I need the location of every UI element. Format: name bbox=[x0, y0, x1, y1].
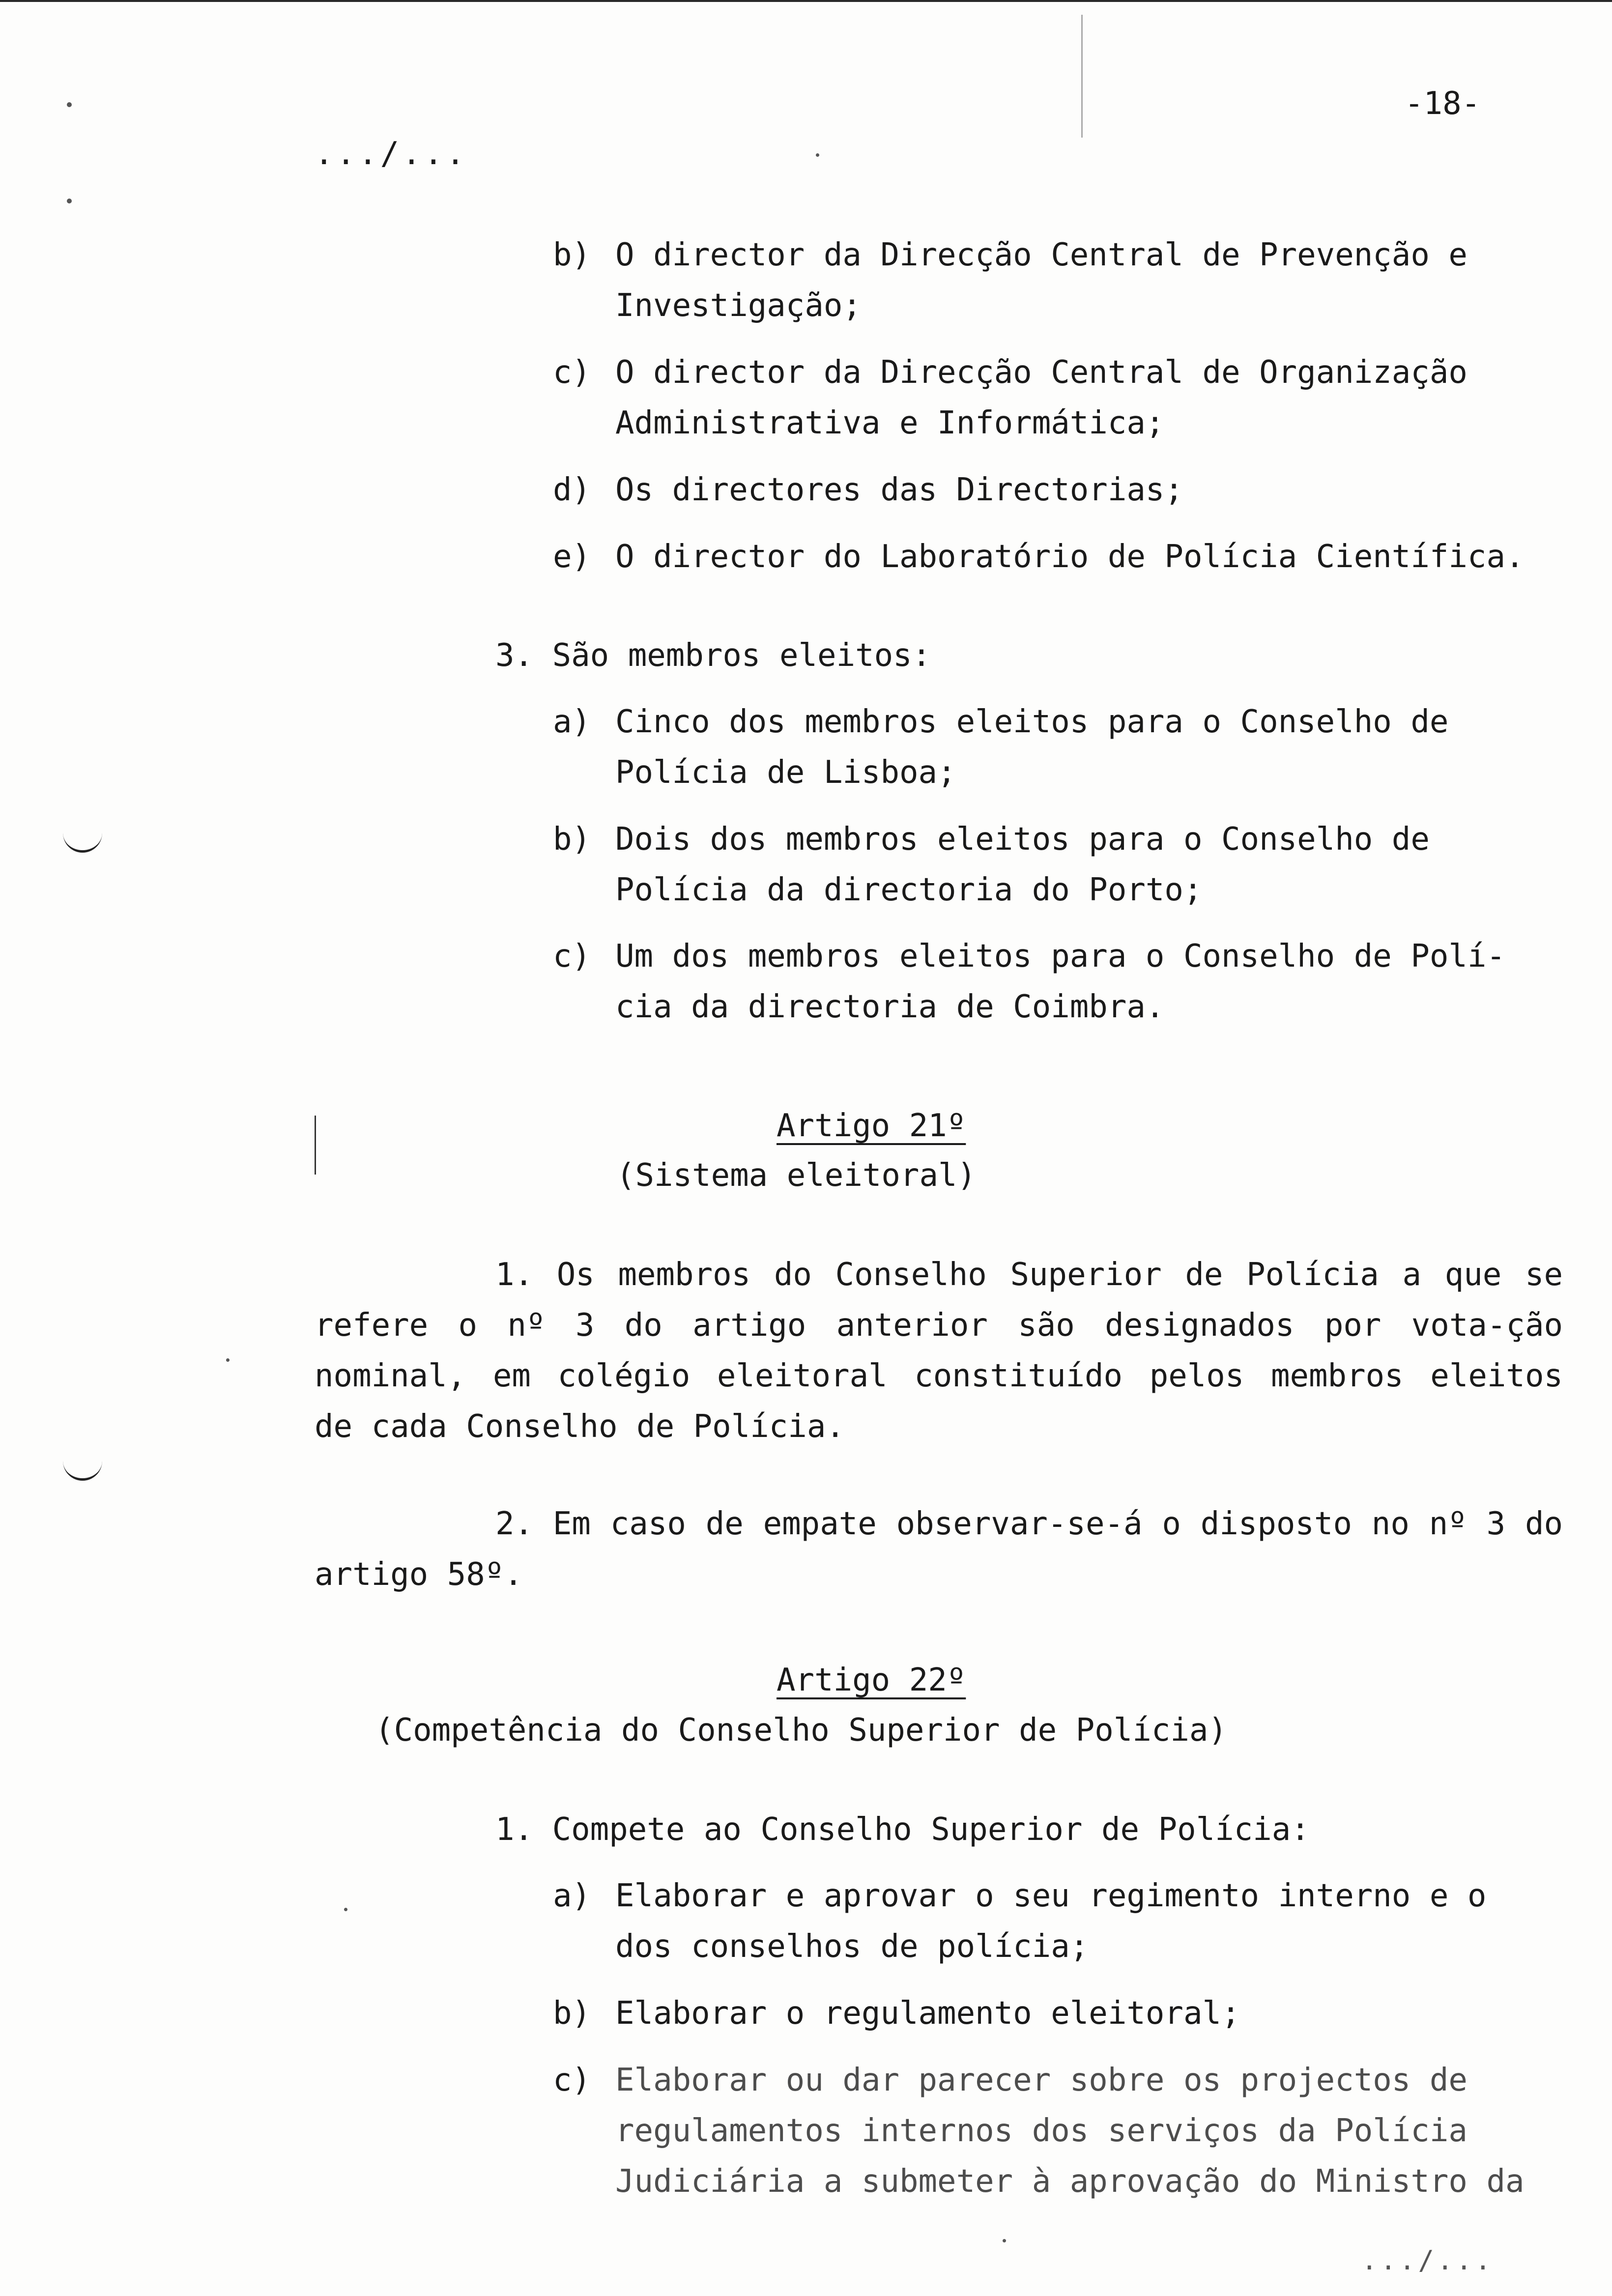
item-text: Elaborar e aprovar o seu regimento interno e o dos conselhos de polícia; bbox=[615, 1878, 1487, 1965]
page-number: -18- bbox=[1405, 86, 1481, 122]
item-letter: d) bbox=[553, 472, 591, 508]
item-letter: a) bbox=[553, 704, 591, 740]
speck bbox=[1003, 2239, 1006, 2242]
item-text: O director da Direcção Central de Organização Administrativa e Informática; bbox=[615, 354, 1468, 441]
speck bbox=[226, 1358, 230, 1362]
item-letter: b) bbox=[553, 821, 591, 858]
item-letter: c) bbox=[553, 2062, 591, 2098]
item-letter: c) bbox=[553, 354, 591, 391]
item-text: Dois dos membros eleitos para o Conselho de Polícia da directoria do Porto; bbox=[615, 821, 1430, 908]
item-text: Cinco dos membros eleitos para o Conselho de Polícia de Lisboa; bbox=[615, 704, 1449, 791]
item-letter: b) bbox=[553, 237, 591, 273]
body-paragraph bbox=[315, 1250, 1563, 1452]
item-text: Elaborar o regulamento eleitoral; bbox=[615, 1995, 1240, 2032]
paragraph-heading: 1. Compete ao Conselho Superior de Polícia: bbox=[495, 1811, 1310, 1848]
item-text: Elaborar ou dar parecer sobre os projectos de regulamentos internos dos serviços da Polícia Judiciária a submeter à aprovação do Ministro da bbox=[615, 2062, 1525, 2200]
speck bbox=[816, 153, 819, 157]
item-letter: a) bbox=[553, 1878, 591, 1914]
paragraph-text: 2. Em caso de empate observar-se-á o disposto no nº 3 do artigo 58º. bbox=[315, 1506, 1563, 1593]
speck bbox=[67, 102, 72, 107]
item-text: Um dos membros eleitos para o Conselho de Polí- cia da directoria de Coimbra. bbox=[615, 938, 1505, 1025]
continuation-mark-bottom: .../... bbox=[1361, 2245, 1494, 2276]
margin-line bbox=[1081, 15, 1083, 138]
item-text: Os directores das Directorias; bbox=[615, 472, 1183, 508]
continuation-mark-top: .../... bbox=[315, 136, 468, 172]
item-letter: e) bbox=[553, 539, 591, 575]
margin-mark bbox=[63, 1459, 102, 1481]
paragraph-heading: 3. São membros eleitos: bbox=[495, 637, 931, 674]
item-letter: c) bbox=[553, 938, 591, 975]
item-letter: b) bbox=[553, 1995, 591, 2032]
body-paragraph bbox=[315, 1499, 1563, 1600]
article-subtitle: (Sistema eleitoral) bbox=[616, 1157, 977, 1194]
paragraph-text: 1. Os membros do Conselho Superior de Polícia a que se refere o nº 3 do artigo anterior são designados por vota-ção nominal, em colégio eleitoral constituído pelos membros eleitos de cada Conselho de Polícia. bbox=[315, 1257, 1563, 1445]
article-subtitle: (Competência do Conselho Superior de Polícia) bbox=[375, 1712, 1227, 1749]
article-title: Artigo 21º bbox=[777, 1108, 966, 1144]
item-text: O director do Laboratório de Polícia Científica. bbox=[615, 539, 1525, 575]
margin-mark bbox=[63, 831, 102, 853]
top-border-line bbox=[0, 0, 1612, 2]
article-title: Artigo 22º bbox=[777, 1662, 966, 1698]
item-text: O director da Direcção Central de Prevenção e Investigação; bbox=[615, 237, 1468, 324]
speck bbox=[67, 199, 72, 203]
speck bbox=[344, 1908, 347, 1911]
